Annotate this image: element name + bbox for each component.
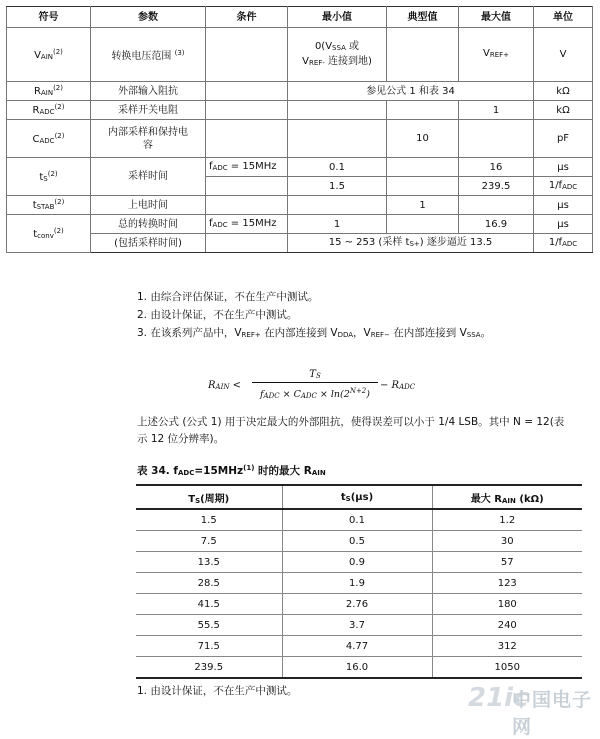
formula-explanation xyxy=(137,414,589,448)
cond-ts-2 xyxy=(206,177,288,196)
typ-tconv xyxy=(387,215,459,234)
header-ts-cycles: TS(周期) xyxy=(136,485,282,509)
row-ts-1 xyxy=(7,158,593,177)
typ-ts-1 xyxy=(387,158,459,177)
unit-vain: V xyxy=(534,28,593,82)
typ-cadc: 10 xyxy=(387,120,459,158)
header-parameter: 参数 xyxy=(91,7,206,28)
min-ts-2: 1.5 xyxy=(288,177,387,196)
watermark-21ic: 21ic xyxy=(468,683,529,713)
typ-radc xyxy=(387,101,459,120)
max-vain: VREF+ xyxy=(459,28,534,82)
table-row xyxy=(136,531,582,552)
cond-rain xyxy=(206,82,288,101)
param-tconv-2: (包括采样时间) xyxy=(91,234,206,253)
max-tconv: 16.9 xyxy=(459,215,534,234)
param-ts: 采样时间 xyxy=(91,158,206,196)
param-rain: 外部输入阻抗 xyxy=(91,82,206,101)
min-ts-1: 0.1 xyxy=(288,158,387,177)
cond-vain xyxy=(206,28,288,82)
header-condition: 条件 xyxy=(206,7,288,28)
unit-ts-1: µs xyxy=(534,158,593,177)
cell-ts-us: 4.77 xyxy=(282,636,432,657)
max-cadc xyxy=(459,120,534,158)
param-tconv-1: 总的转换时间 xyxy=(91,215,206,234)
table-row xyxy=(136,636,582,657)
note-3: 3. 在该系列产品中，VREF+ 在内部连接到 VDDA，VREF− 在内部连接到 VSSA。 xyxy=(137,327,492,339)
cell-ts-us: 3.7 xyxy=(282,615,432,636)
row-cadc xyxy=(7,120,593,158)
param-tstab: 上电时间 xyxy=(91,196,206,215)
symbol-radc: RADC$^{(2)}$ xyxy=(7,101,91,120)
header-ts-us: tS(µs) xyxy=(282,485,432,509)
table-row xyxy=(136,552,582,573)
max-rain-table xyxy=(136,484,582,679)
min-vain: 0(VSSA 或 VREF- 连接到地) xyxy=(288,28,387,82)
min-cadc xyxy=(288,120,387,158)
unit-tconv-2: 1/fADC xyxy=(534,234,593,253)
row-tstab xyxy=(7,196,593,215)
symbol-rain: RAIN$^{(2)}$ xyxy=(7,82,91,101)
unit-tconv-1: µs xyxy=(534,215,593,234)
note-1: 1. 由综合评估保证，不在生产中测试。 xyxy=(137,291,319,303)
unit-rain: kΩ xyxy=(534,82,593,101)
cell-max-rain: 123 xyxy=(432,573,582,594)
cell-ts-cycles: 28.5 xyxy=(136,573,282,594)
table-row xyxy=(136,509,582,531)
unit-cadc: pF xyxy=(534,120,593,158)
min-tconv: 1 xyxy=(288,215,387,234)
row-vain xyxy=(7,28,593,82)
typ-ts-2 xyxy=(387,177,459,196)
cell-ts-us: 1.9 xyxy=(282,573,432,594)
cell-max-rain: 180 xyxy=(432,594,582,615)
symbol-vain: VAIN$^{(2)}$ xyxy=(7,28,91,82)
table-notes xyxy=(137,288,577,344)
header-typ: 典型值 xyxy=(387,7,459,28)
table-row xyxy=(136,615,582,636)
cell-ts-us: 0.5 xyxy=(282,531,432,552)
table-header-row xyxy=(136,485,582,509)
row-rain xyxy=(7,82,593,101)
min-radc xyxy=(288,101,387,120)
symbol-tstab: tSTAB$^{(2)}$ xyxy=(7,196,91,215)
watermark-logo xyxy=(466,681,596,738)
rain-formula xyxy=(208,368,448,404)
cond-tconv-2 xyxy=(206,234,288,253)
table-row xyxy=(136,594,582,615)
formula-rhs: − RADC xyxy=(380,380,416,391)
symbol-cadc: CADC$^{(2)}$ xyxy=(7,120,91,158)
formula-numerator: TS xyxy=(309,369,321,380)
param-cadc: 内部采样和保持电 容 xyxy=(91,120,206,158)
param-radc: 采样开关电阻 xyxy=(91,101,206,120)
header-unit: 单位 xyxy=(534,7,593,28)
table-row xyxy=(136,657,582,679)
cell-ts-us: 0.1 xyxy=(282,509,432,531)
max-radc: 1 xyxy=(459,101,534,120)
cond-tconv: fADC = 15MHz xyxy=(206,215,288,234)
cond-cadc xyxy=(206,120,288,158)
cell-ts-cycles: 41.5 xyxy=(136,594,282,615)
watermark-text: 中国电子网 xyxy=(512,689,593,738)
cell-ts-cycles: 55.5 xyxy=(136,615,282,636)
table-34-title: 表 34. fADC=15MHz$^{(1)}$ 时的最大 RAIN xyxy=(137,464,326,477)
note-2: 2. 由设计保证，不在生产中测试。 xyxy=(137,309,298,321)
row-radc xyxy=(7,101,593,120)
cell-max-rain: 240 xyxy=(432,615,582,636)
cell-ts-cycles: 1.5 xyxy=(136,509,282,531)
formula-lhs: RAIN < xyxy=(208,380,242,391)
explanation-line-1: 上述公式 (公式 1) 用于决定最大的外部阻抗，使得误差可以小于 1/4 LSB。其中 N = 12(表 xyxy=(137,416,565,428)
typ-tstab: 1 xyxy=(387,196,459,215)
cond-ts: fADC = 15MHz xyxy=(206,158,288,177)
cell-ts-us: 16.0 xyxy=(282,657,432,679)
cell-max-rain: 57 xyxy=(432,552,582,573)
cell-max-rain: 1.2 xyxy=(432,509,582,531)
min-tstab xyxy=(288,196,387,215)
header-symbol: 符号 xyxy=(7,7,91,28)
cell-ts-us: 2.76 xyxy=(282,594,432,615)
explanation-line-2: 示 12 位分辨率)。 xyxy=(137,433,225,445)
symbol-ts: $tS^{(2)}$ xyxy=(7,158,91,196)
cond-tstab xyxy=(206,196,288,215)
header-min: 最小值 xyxy=(288,7,387,28)
cell-max-rain: 30 xyxy=(432,531,582,552)
cell-max-rain: 1050 xyxy=(432,657,582,679)
value-rain: 参见公式 1 和表 34 xyxy=(288,82,534,101)
table-row xyxy=(136,573,582,594)
symbol-tconv: tconv$^{(2)}$ xyxy=(7,215,91,253)
formula-fraction xyxy=(252,368,378,399)
table-34-note: 1. 由设计保证，不在生产中测试。 xyxy=(137,685,298,697)
max-ts-2: 239.5 xyxy=(459,177,534,196)
header-max: 最大值 xyxy=(459,7,534,28)
formula-denominator: fADC × CADC × $\ln(2^{N+2})$ xyxy=(260,387,370,400)
cell-ts-us: 0.9 xyxy=(282,552,432,573)
cell-ts-cycles: 13.5 xyxy=(136,552,282,573)
value-tconv-2: 15 ~ 253 (采样 tS+) 逐步逼近 13.5 xyxy=(288,234,534,253)
cell-ts-cycles: 239.5 xyxy=(136,657,282,679)
cell-max-rain: 312 xyxy=(432,636,582,657)
param-vain: 转换电压范围 $^{(3)}$ xyxy=(91,28,206,82)
row-tconv-1 xyxy=(7,215,593,234)
adc-characteristics-table xyxy=(6,6,593,253)
max-ts-1: 16 xyxy=(459,158,534,177)
cell-ts-cycles: 71.5 xyxy=(136,636,282,657)
cond-radc xyxy=(206,101,288,120)
table-header-row xyxy=(7,7,593,28)
row-tconv-2 xyxy=(7,234,593,253)
unit-radc: kΩ xyxy=(534,101,593,120)
header-max-rain: 最大 RAIN (kΩ) xyxy=(432,485,582,509)
typ-vain xyxy=(387,28,459,82)
cell-ts-cycles: 7.5 xyxy=(136,531,282,552)
unit-tstab: µs xyxy=(534,196,593,215)
max-tstab xyxy=(459,196,534,215)
unit-ts-2: 1/fADC xyxy=(534,177,593,196)
